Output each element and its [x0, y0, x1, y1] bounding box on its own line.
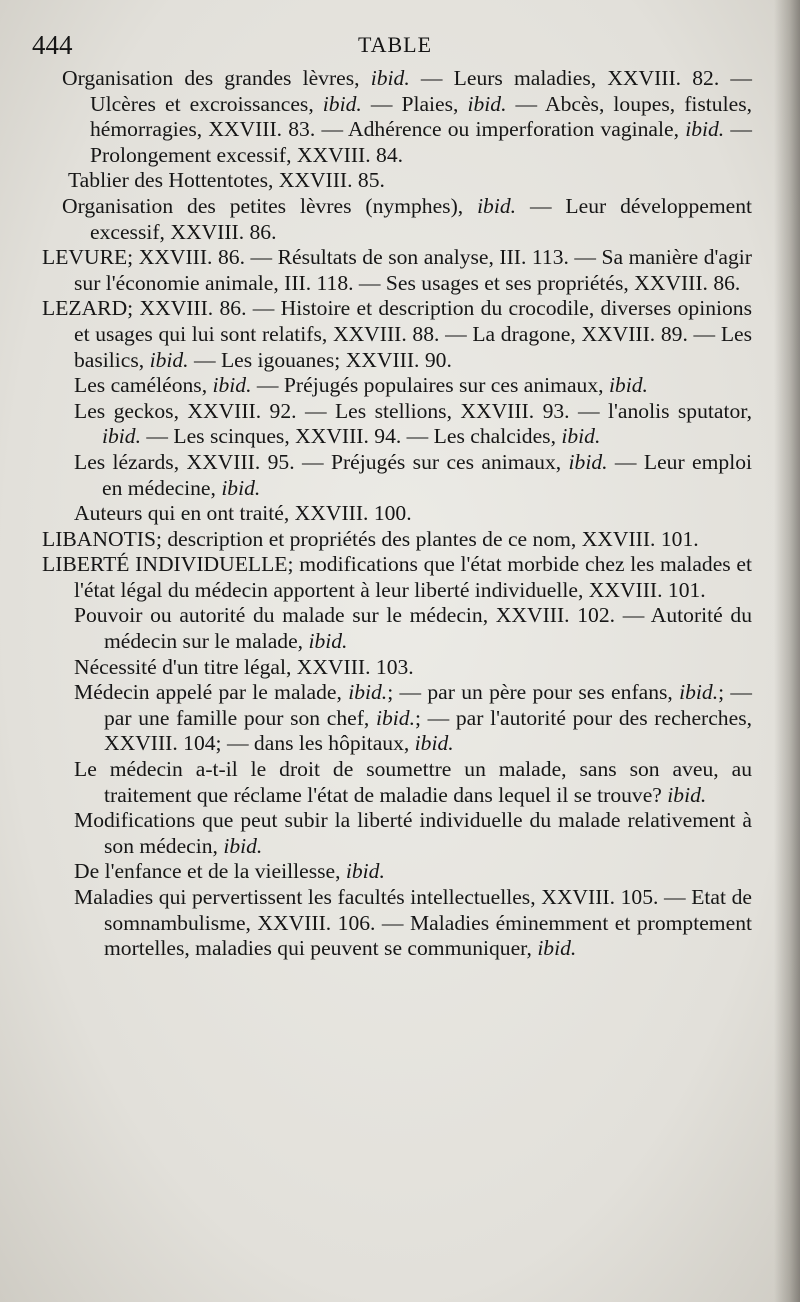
entry-ibid: ibid. — [221, 475, 261, 500]
entry-text: Tablier des Hottentotes, XXVIII. 85. — [68, 168, 385, 193]
entry-ibid: ibid. — [414, 731, 454, 756]
index-entry — [34, 296, 752, 373]
running-title: TABLE — [357, 32, 433, 57]
entry-text: Les caméléons, — [74, 373, 213, 398]
entry-text: ; — par une famille pour son chef, — [104, 680, 752, 730]
entry-text: Organisation des petites lèvres (nymphes), — [62, 193, 478, 218]
index-entry — [34, 552, 752, 603]
index-entry — [34, 66, 752, 168]
entry-ibid: ibid. — [375, 705, 415, 730]
entry-text: Les geckos, XXVIII. 92. — Les stellions, XXVIII. 93. — l'anolis sputator, — [74, 398, 752, 423]
entry-text: Nécessité d'un titre légal, XXVIII. 103. — [74, 654, 414, 679]
page-gutter-shadow — [774, 0, 800, 1302]
entry-text: — Les scinques, XXVIII. 94. — Les chalcides, — [141, 424, 562, 449]
entry-ibid: ibid. — [667, 782, 707, 807]
entry-text: LIBANOTIS; description et propriétés des plantes de ce nom, XXVIII. 101. — [42, 526, 699, 551]
entry-ibid: ibid. — [467, 91, 507, 116]
entry-ibid: ibid. — [348, 680, 388, 705]
entry-ibid: ibid. — [561, 424, 601, 449]
entry-text: Le médecin a-t-il le droit de soumettre un malade, sans son aveu, au traitement que réclame l'état de maladie dans lequel il se trouve? — [74, 757, 752, 807]
page-number: 444 — [32, 30, 73, 60]
entry-ibid: ibid. — [308, 629, 348, 654]
entry-text: Maladies qui pervertissent les facultés intellectuelles, XXVIII. 105. — Etat de somnambulisme, XXVIII. 106. — Maladies éminemment et promptement mortelles, maladies qui peuvent se communiquer, — [74, 885, 752, 961]
entry-ibid: ibid. — [370, 66, 410, 90]
index-entry — [34, 808, 752, 859]
index-entry — [34, 399, 752, 450]
entry-text: Les lézards, XXVIII. 95. — Préjugés sur ces animaux, — [74, 449, 569, 474]
entry-text: LEVURE; XXVIII. 86. — Résultats de son analyse, III. 113. — Sa manière d'agir sur l'économie animale, III. 118. — Ses usages et ses propriétés, XXVIII. 86. — [42, 245, 752, 295]
entry-text: — Les igouanes; XXVIII. 90. — [188, 347, 452, 372]
index-entries — [34, 66, 752, 962]
entry-ibid: ibid. — [608, 373, 648, 398]
entry-ibid: ibid. — [322, 91, 362, 116]
entry-ibid: ibid. — [685, 117, 725, 142]
entry-text: Pouvoir ou autorité du malade sur le médecin, XXVIII. 102. — Autorité du médecin sur le malade, — [74, 603, 752, 654]
entry-ibid: ibid. — [345, 859, 385, 884]
entry-ibid: ibid. — [477, 193, 517, 218]
index-entry — [34, 168, 752, 194]
entry-ibid: ibid. — [568, 449, 608, 474]
index-entry — [34, 603, 752, 654]
index-entry — [34, 859, 752, 885]
entry-ibid: ibid. — [679, 680, 719, 705]
entry-text: — Leur développement excessif, XXVIII. 86. — [90, 193, 752, 244]
index-entry — [34, 373, 752, 399]
entry-text: — Abcès, loupes, fistules, hémorragies, XXVIII. 83. — Adhérence ou imperforation vaginale, — [90, 91, 752, 142]
entry-text: — Leur emploi en médecine, — [102, 449, 752, 500]
index-entry — [34, 501, 752, 527]
index-entry — [34, 757, 752, 808]
index-entry — [34, 245, 752, 296]
entry-text: LEZARD; XXVIII. 86. — Histoire et description du crocodile, diverses opinions et usages qui lui sont relatifs, XXVIII. 88. — La dragone, XXVIII. 89. — Les basilics, — [42, 296, 752, 372]
entry-text: LIBERTÉ INDIVIDUELLE; modifications que l'état morbide chez les malades et l'état légal du médecin apportent à leur liberté individuelle, XXVIII. 101. — [42, 552, 752, 602]
entry-ibid: ibid. — [102, 424, 141, 449]
page-header — [30, 30, 760, 66]
entry-text: — Préjugés populaires sur ces animaux, — [251, 373, 609, 398]
entry-text: De l'enfance et de la vieillesse, — [74, 859, 346, 884]
entry-text: ; — par l'autorité pour des recherches, XXVIII. 104; — dans les hôpitaux, — [104, 705, 752, 756]
entry-ibid: ibid. — [537, 936, 577, 961]
entry-text: Organisation des grandes lèvres, — [62, 66, 371, 90]
index-entry — [34, 885, 752, 962]
index-entry — [34, 680, 752, 757]
index-entry — [34, 527, 752, 553]
entry-text: Modifications que peut subir la liberté individuelle du malade relativement à son médecin, — [74, 808, 752, 858]
entry-text: — Plaies, — [361, 91, 468, 116]
entry-text: ; — par un père pour ses enfans, — [387, 680, 680, 705]
entry-ibid: ibid. — [223, 833, 263, 858]
entry-text: Médecin appelé par le malade, — [74, 680, 349, 705]
index-entry — [34, 655, 752, 681]
entry-ibid: ibid. — [149, 347, 189, 372]
entry-ibid: ibid. — [212, 373, 252, 398]
entry-text: — Prolongement excessif, XXVIII. 84. — [90, 117, 752, 167]
index-entry — [34, 450, 752, 501]
entry-text: Auteurs qui en ont traité, XXVIII. 100. — [74, 501, 412, 526]
index-entry — [34, 194, 752, 245]
entry-text: — Leurs maladies, XXVIII. 82. — Ulcères et excroissances, — [90, 66, 752, 116]
